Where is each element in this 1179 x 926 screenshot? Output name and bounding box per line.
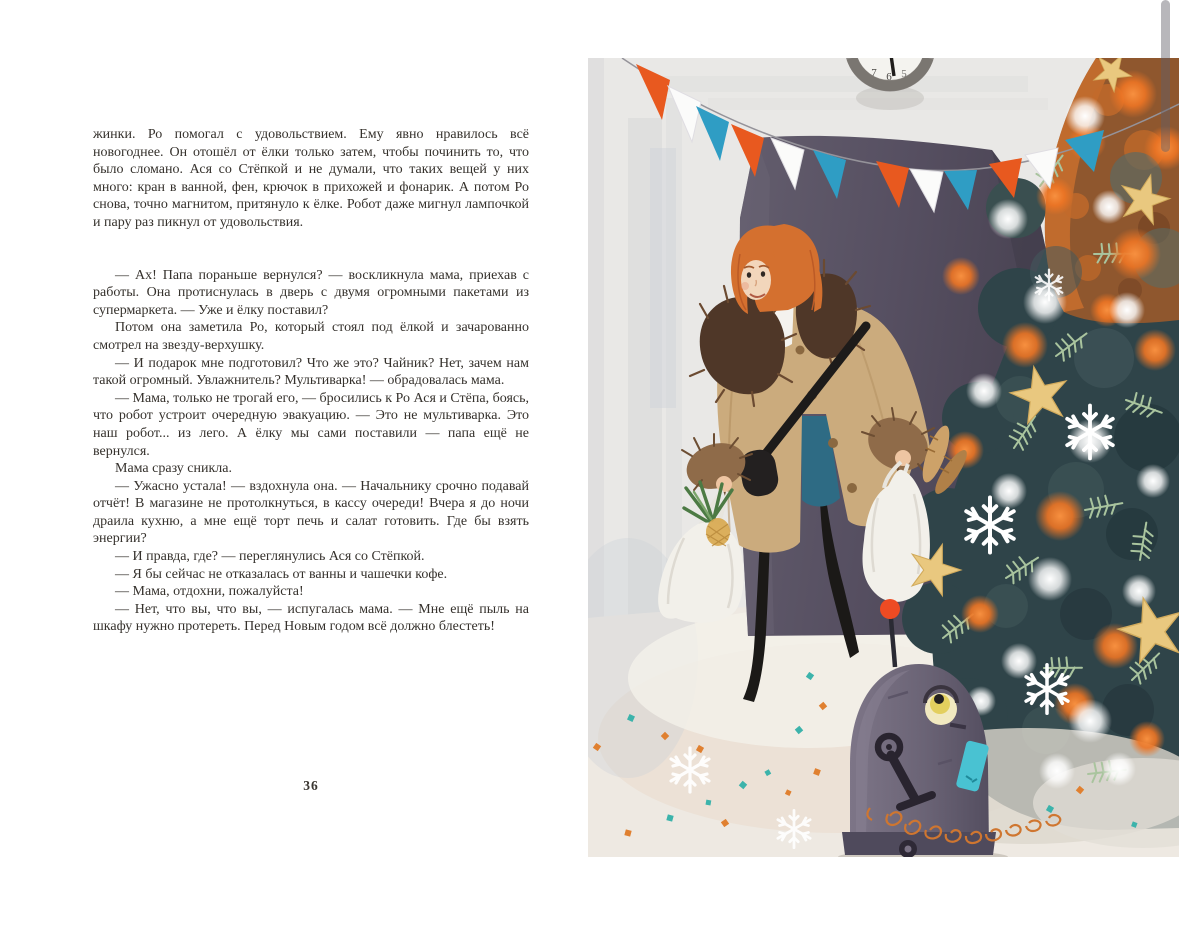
- page-number: 36: [303, 778, 319, 793]
- antenna-tip: [880, 599, 900, 619]
- paragraph: — Мама, только не трогай его, — бросились к Ро Ася и Стёпа, боясь, что робот устроит очередную эвакуацию. — Это не мультиварка. Это наш робот... из лего. А ёлку мы сами поставили — папа ещё не вернулся.: [93, 390, 529, 459]
- paragraph: — Нет, что вы, что вы, — испугалась мама. — Мне ещё пыль на шкафу нужно протереть. Перед Новым годом всё должно блестеть!: [93, 601, 529, 635]
- paragraph: Потом она заметила Ро, который стоял под ёлкой и зачарованно смотрел на звезду-верхушку.: [93, 320, 529, 353]
- clock-numeral: 6: [886, 71, 892, 83]
- left-page: [93, 0, 529, 926]
- clock-numeral: 7: [871, 67, 877, 79]
- paragraph: — Мама, отдохни, пожалуйста!: [115, 584, 304, 600]
- paragraph: — Я бы сейчас не отказалась от ванны и чашечки кофе.: [115, 566, 448, 582]
- paragraph: Мама сразу сникла.: [115, 461, 233, 477]
- right-page: [588, 58, 1179, 857]
- book-illustration: [588, 58, 1179, 857]
- body-text: [93, 126, 529, 636]
- paragraph: — И правда, где? — переглянулись Ася со Стёпкой.: [115, 549, 425, 565]
- paragraph: — Ах! Папа пораньше вернулся? — воскликнула мама, приехав с работы. Она протиснулась в дверь с двумя огромными пакетами из супермаркета. — Уже и ёлку поставил?: [93, 267, 529, 318]
- paragraph: — Ужасно устала! — вздохнула она. — Начальнику срочно подавай отчёт! В магазине не протолкнуться, в кассу очереди! Вчера я до ночи драила кухню, а мне ещё торт печь и салат готовить. Где бы взять энергии?: [93, 478, 529, 547]
- clock-numeral: 5: [901, 68, 907, 80]
- scrollbar-thumb[interactable]: [1161, 0, 1170, 152]
- paragraph: жинки. Ро помогал с удовольствием. Ему явно нравилось всё новогоднее. Он отошёл от ёлки только затем, чтобы починить то, что было сломано. Ася со Стёпкой и не думали, что таких вещей у них много: кран в ванной, фен, крючок в прихожей и фонарик. А потом Ро снова, точно магнитом, притянуло к ёлке. Робот даже мигнул лампочкой и пару раз пикнул от удовольствия.: [93, 127, 529, 230]
- left-hand: [716, 476, 732, 492]
- paragraph: — И подарок мне подготовил? Что же это? Чайник? Нет, зачем нам такой огромный. Увлажнитель? Мультиварка! — обрадовалась мама.: [93, 355, 529, 389]
